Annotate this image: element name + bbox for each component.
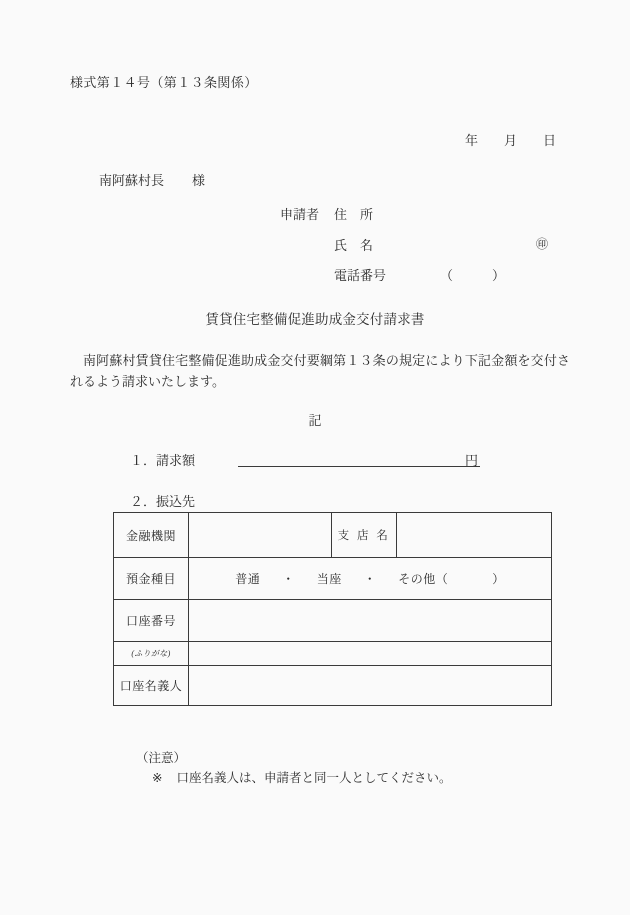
date-line xyxy=(452,114,556,165)
seal-icon: ㊞ xyxy=(536,237,549,251)
applicant-label: 申請者 xyxy=(280,207,320,222)
deposit-option-ordinary[interactable]: 普通 xyxy=(235,572,261,586)
account-number-value[interactable] xyxy=(189,600,552,642)
table-row-institution xyxy=(114,513,552,558)
date-year-label: 年 xyxy=(465,133,479,148)
page-title: 賃貸住宅整備促進助成金交付請求書 xyxy=(205,312,425,327)
kana-label: (ふりがな) xyxy=(114,642,189,666)
branch-value[interactable] xyxy=(397,513,552,558)
applicant-phone-label: 電話番号 xyxy=(334,268,387,283)
claim-amount-unit: 円 xyxy=(465,453,479,468)
deposit-separator-2: ・ xyxy=(363,572,377,586)
deposit-option-current[interactable]: 当座 xyxy=(316,572,342,586)
bank-details-table xyxy=(113,512,552,706)
note-item-1 xyxy=(136,768,452,788)
deposit-type-options[interactable]: 普通 ・ 当座 ・ その他（ ） xyxy=(189,558,552,600)
notes-heading: （注意） xyxy=(136,751,187,765)
deposit-type-label: 預金種目 xyxy=(114,558,189,600)
institution-value[interactable] xyxy=(189,513,332,558)
notes-block xyxy=(136,748,452,788)
ki-marker: 記 xyxy=(308,413,322,428)
body-paragraph: 南阿蘇村賃貸住宅整備促進助成金交付要綱第１３条の規定により下記金額を交付されるよう請求いたします。 xyxy=(70,353,570,389)
kana-value[interactable] xyxy=(189,642,552,666)
account-holder-value[interactable] xyxy=(189,666,552,706)
account-number-label: 口座番号 xyxy=(114,600,189,642)
applicant-phone-parentheses: （ ） xyxy=(440,268,506,283)
note-item-1-text: 口座名義人は、申請者と同一人としてください。 xyxy=(176,771,452,785)
institution-label: 金融機関 xyxy=(114,513,189,558)
deposit-option-other[interactable]: その他 xyxy=(398,572,436,586)
table-row-kana xyxy=(114,642,552,666)
date-month-label: 月 xyxy=(504,133,518,148)
table-row-deposit-type xyxy=(114,558,552,600)
table-row-account-holder xyxy=(114,666,552,706)
claim-amount-label: １．請求額 xyxy=(130,453,196,468)
addressee xyxy=(86,154,205,205)
deposit-separator-1: ・ xyxy=(282,572,295,586)
form-number: 様式第１４号（第１３条関係） xyxy=(70,75,258,90)
applicant-name-label: 氏 名 xyxy=(334,238,374,253)
account-holder-label: 口座名義人 xyxy=(114,666,189,706)
applicant-address-label: 住 所 xyxy=(334,207,374,222)
date-day-label: 日 xyxy=(543,133,557,148)
note-mark-icon: ※ xyxy=(152,771,163,785)
transfer-destination-label: ２．振込先 xyxy=(130,494,196,509)
addressee-honorific: 様 xyxy=(192,173,206,188)
branch-label: 支 店 名 xyxy=(332,513,397,558)
addressee-name: 南阿蘇村長 xyxy=(99,173,165,188)
claim-amount-input-rule[interactable] xyxy=(238,466,480,467)
table-row-account-number xyxy=(114,600,552,642)
